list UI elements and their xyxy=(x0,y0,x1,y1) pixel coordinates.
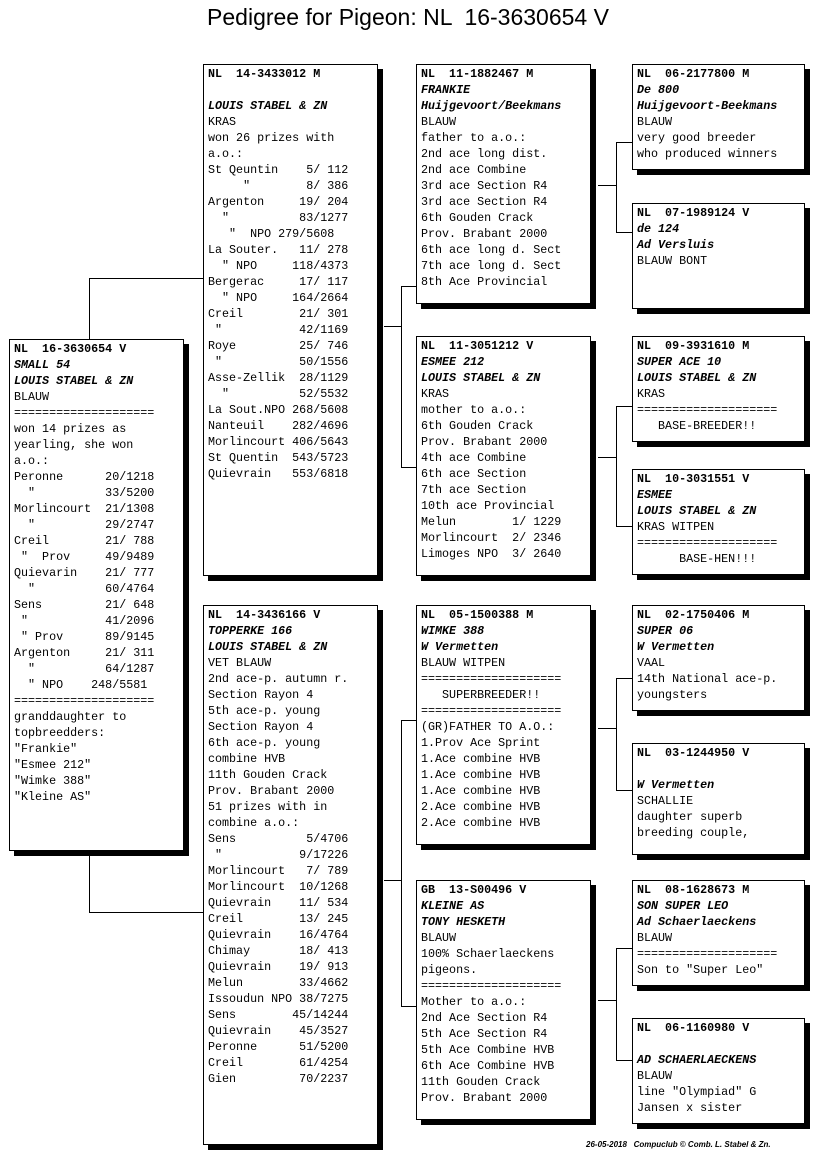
pedigree-line: 1.Ace combine HVB xyxy=(421,784,541,798)
ring-number: NL 16-3630654 V xyxy=(14,342,127,356)
pedigree-line: Asse-Zellik 28/1129 xyxy=(208,371,349,385)
connector xyxy=(616,232,633,233)
connector xyxy=(616,142,617,232)
pedigree-line: 2nd ace long dist. xyxy=(421,147,548,161)
pedigree-line: Creil 21/ 788 xyxy=(14,534,155,548)
pedigree-line: LOUIS STABEL & ZN xyxy=(208,99,328,113)
pedigree-line: 5th ace-p. young xyxy=(208,704,321,718)
pedigree-line: " NPO 248/5581 xyxy=(14,678,148,692)
pedigree-line: who produced winners xyxy=(637,147,778,161)
pedigree-line: 1.Prov Ace Sprint xyxy=(421,736,541,750)
pedigree-line: BLAUW xyxy=(421,115,457,129)
pigeon-card-dam-dam xyxy=(416,880,591,1120)
pedigree-line: 2nd ace-p. autumn r. xyxy=(208,672,349,686)
pedigree-line: Ad Schaerlaeckens xyxy=(637,915,757,929)
pedigree-line: "Wimke 388" xyxy=(14,774,92,788)
pedigree-line: " 9/17226 xyxy=(208,848,349,862)
pedigree-line: La Sout.NPO 268/5608 xyxy=(208,403,349,417)
connector xyxy=(401,1006,417,1007)
pedigree-line: daughter superb xyxy=(637,810,743,824)
pedigree-line: ESMEE 212 xyxy=(421,355,485,369)
pedigree-line: 2nd ace Combine xyxy=(421,163,527,177)
pedigree-line: " 64/1287 xyxy=(14,662,155,676)
pedigree-line: de 124 xyxy=(637,222,680,236)
pedigree-line: Peronne 51/5200 xyxy=(208,1040,349,1054)
pigeon-card-ddd xyxy=(632,1018,805,1124)
pedigree-line: AD SCHAERLAECKENS xyxy=(637,1053,757,1067)
pedigree-line: Prov. Brabant 2000 xyxy=(208,784,335,798)
pedigree-line: Son to "Super Leo" xyxy=(637,963,764,977)
pedigree-line: Limoges NPO 3/ 2640 xyxy=(421,547,562,561)
page-title: Pedigree for Pigeon: NL 16-3630654 V xyxy=(207,4,609,30)
pedigree-line: Prov. Brabant 2000 xyxy=(421,1091,548,1105)
connector xyxy=(401,720,417,721)
pedigree-line: Argenton 19/ 204 xyxy=(208,195,349,209)
pedigree-line: Sens 21/ 648 xyxy=(14,598,155,612)
ring-number: GB 13-S00496 V xyxy=(421,883,527,897)
pedigree-line: combine a.o.: xyxy=(208,816,300,830)
pigeon-card-dsd xyxy=(632,743,805,855)
connector xyxy=(616,948,633,949)
pedigree-line: ==================== xyxy=(421,672,562,686)
pedigree-line: TOPPERKE 166 xyxy=(208,624,293,638)
pigeon-card-dam xyxy=(203,605,378,1145)
pedigree-line: " Prov 89/9145 xyxy=(14,630,155,644)
pedigree-line: 2.Ace combine HVB xyxy=(421,816,541,830)
pedigree-line: Argenton 21/ 311 xyxy=(14,646,155,660)
pedigree-line: VAAL xyxy=(637,656,666,670)
pedigree-line: W Vermetten xyxy=(421,640,499,654)
pedigree-line: Creil 21/ 301 xyxy=(208,307,349,321)
pedigree-line: 11th Gouden Crack xyxy=(208,768,328,782)
ring-number: NL 14-3436166 V xyxy=(208,608,321,622)
pedigree-line: BLAUW xyxy=(637,931,673,945)
ring-number: NL 14-3433012 M xyxy=(208,67,321,81)
pedigree-line: VET BLAUW xyxy=(208,656,272,670)
pedigree-line: " NPO 164/2664 xyxy=(208,291,349,305)
pedigree-line: 4th ace Combine xyxy=(421,451,527,465)
pedigree-line: St Qeuntin 5/ 112 xyxy=(208,163,349,177)
connector xyxy=(616,406,617,526)
pedigree-line: 6th ace-p. young xyxy=(208,736,321,750)
pedigree-line: Morlincourt 406/5643 xyxy=(208,435,349,449)
pedigree-line xyxy=(637,1036,800,1052)
pedigree-line: KRAS xyxy=(421,387,450,401)
pedigree-line: Quievarin 21/ 777 xyxy=(14,566,155,580)
ring-number: NL 10-3031551 V xyxy=(637,472,750,486)
connector xyxy=(401,467,417,468)
pedigree-line: " 50/1556 xyxy=(208,355,349,369)
pedigree-line: BLAUW BONT xyxy=(637,254,708,268)
connector xyxy=(598,457,616,458)
pigeon-card-sire-sire xyxy=(416,64,591,304)
pedigree-line: W Vermetten xyxy=(637,778,715,792)
pigeon-card-sds xyxy=(632,336,805,442)
pedigree-line: Creil 61/4254 xyxy=(208,1056,349,1070)
pigeon-card-ssd xyxy=(632,203,805,309)
pedigree-line: Morlincourt 7/ 789 xyxy=(208,864,349,878)
pedigree-line: a.o.: xyxy=(14,454,50,468)
connector xyxy=(89,912,204,913)
pedigree-line: Sens 5/4706 xyxy=(208,832,349,846)
pedigree-line: youngsters xyxy=(637,688,708,702)
pedigree-line: SUPER 06 xyxy=(637,624,694,638)
pedigree-line: BLAUW xyxy=(637,1069,673,1083)
pedigree-line: 11th Gouden Crack xyxy=(421,1075,541,1089)
pedigree-line: Morlincourt 2/ 2346 xyxy=(421,531,562,545)
pedigree-line: ==================== xyxy=(14,694,155,708)
pedigree-line: Mother to a.o.: xyxy=(421,995,527,1009)
connector xyxy=(616,678,633,679)
pedigree-line: 3rd ace Section R4 xyxy=(421,195,548,209)
ring-number: NL 11-3051212 V xyxy=(421,339,534,353)
pedigree-line: 14th National ace-p. xyxy=(637,672,778,686)
ring-number: NL 03-1244950 V xyxy=(637,746,750,760)
pedigree-line: Melun 1/ 1229 xyxy=(421,515,562,529)
connector xyxy=(616,790,633,791)
connector xyxy=(616,526,633,527)
pedigree-line: Section Rayon 4 xyxy=(208,688,314,702)
pedigree-line: La Souter. 11/ 278 xyxy=(208,243,349,257)
pigeon-card-sss xyxy=(632,64,805,170)
ring-number: NL 05-1500388 M xyxy=(421,608,534,622)
pedigree-line: WIMKE 388 xyxy=(421,624,485,638)
pedigree-line: 6th Gouden Crack xyxy=(421,419,534,433)
pedigree-line: line "Olympiad" G xyxy=(637,1085,757,1099)
pedigree-line xyxy=(208,82,373,98)
pigeon-card-dam-sire xyxy=(416,605,591,845)
pedigree-line: won 14 prizes as xyxy=(14,422,127,436)
pedigree-line: " 8/ 386 xyxy=(208,179,349,193)
pedigree-line: 7th ace long d. Sect xyxy=(421,259,562,273)
pedigree-line: 5th Ace Section R4 xyxy=(421,1027,548,1041)
pedigree-line: ==================== xyxy=(421,979,562,993)
connector xyxy=(384,880,401,881)
pedigree-line: Roye 25/ 746 xyxy=(208,339,349,353)
pedigree-line: Prov. Brabant 2000 xyxy=(421,227,548,241)
pedigree-line: ==================== xyxy=(14,406,155,420)
pedigree-line: mother to a.o.: xyxy=(421,403,527,417)
pedigree-line: W Vermetten xyxy=(637,640,715,654)
pedigree-line: BLAUW xyxy=(14,390,50,404)
pedigree-line: SMALL 54 xyxy=(14,358,71,372)
pigeon-card-dds xyxy=(632,880,805,986)
pedigree-line: 2.Ace combine HVB xyxy=(421,800,541,814)
ring-number: NL 06-2177800 M xyxy=(637,67,750,81)
pedigree-line: 10th ace Provincial xyxy=(421,499,555,513)
pedigree-line: BLAUW xyxy=(421,931,457,945)
pedigree-line: won 26 prizes with xyxy=(208,131,335,145)
pedigree-line: TONY HESKETH xyxy=(421,915,506,929)
pedigree-line: KLEINE AS xyxy=(421,899,485,913)
pedigree-line: Peronne 20/1218 xyxy=(14,470,155,484)
pedigree-line: combine HVB xyxy=(208,752,286,766)
pedigree-line: Gien 70/2237 xyxy=(208,1072,349,1086)
pedigree-line: ==================== xyxy=(637,536,778,550)
connector xyxy=(616,406,633,407)
pedigree-line: 1.Ace combine HVB xyxy=(421,752,541,766)
pedigree-line: " NPO 279/5608 xyxy=(208,227,335,241)
pedigree-line: LOUIS STABEL & ZN xyxy=(637,504,757,518)
pedigree-line: ==================== xyxy=(637,947,778,961)
connector xyxy=(384,326,401,327)
pedigree-line: 5th Ace Combine HVB xyxy=(421,1043,555,1057)
pedigree-line: Quievrain 19/ 913 xyxy=(208,960,349,974)
pedigree-line: Bergerac 17/ 117 xyxy=(208,275,349,289)
pedigree-line: " 60/4764 xyxy=(14,582,155,596)
pedigree-line: Jansen x sister xyxy=(637,1101,743,1115)
ring-number: NL 09-3931610 M xyxy=(637,339,750,353)
pedigree-line: KRAS WITPEN xyxy=(637,520,715,534)
pedigree-line: " 33/5200 xyxy=(14,486,155,500)
connector xyxy=(616,142,633,143)
pedigree-line: 51 prizes with in xyxy=(208,800,328,814)
pedigree-line: 2nd Ace Section R4 xyxy=(421,1011,548,1025)
pedigree-line: Section Rayon 4 xyxy=(208,720,314,734)
connector xyxy=(598,185,616,186)
pedigree-line: ESMEE xyxy=(637,488,673,502)
connector xyxy=(616,948,617,1060)
pedigree-line: De 800 xyxy=(637,83,680,97)
pedigree-line: 6th ace Section xyxy=(421,467,527,481)
pedigree-line: 6th Gouden Crack xyxy=(421,211,534,225)
pedigree-line: " NPO 118/4373 xyxy=(208,259,349,273)
pedigree-line: LOUIS STABEL & ZN xyxy=(208,640,328,654)
pedigree-line: Quievrain 16/4764 xyxy=(208,928,349,942)
pedigree-line: LOUIS STABEL & ZN xyxy=(421,371,541,385)
pedigree-line: 100% Schaerlaeckens xyxy=(421,947,555,961)
pedigree-line: 3rd ace Section R4 xyxy=(421,179,548,193)
pedigree-line: 8th Ace Provincial xyxy=(421,275,548,289)
pedigree-line: 6th ace long d. Sect xyxy=(421,243,562,257)
pedigree-line: ==================== xyxy=(637,403,778,417)
pigeon-card-sire-dam xyxy=(416,336,591,576)
pigeon-card-subject xyxy=(9,339,184,851)
pedigree-line: Prov. Brabant 2000 xyxy=(421,435,548,449)
connector xyxy=(89,278,90,340)
pedigree-line: BLAUW WITPEN xyxy=(421,656,506,670)
pedigree-line: St Quentin 543/5723 xyxy=(208,451,349,465)
pedigree-line: topbreedders: xyxy=(14,726,106,740)
pedigree-line xyxy=(637,761,800,777)
pedigree-line: 1.Ace combine HVB xyxy=(421,768,541,782)
connector xyxy=(89,856,90,912)
pedigree-line: " 52/5532 xyxy=(208,387,349,401)
pedigree-line: BLAUW xyxy=(637,115,673,129)
pedigree-line: " 29/2747 xyxy=(14,518,155,532)
pedigree-line: SUPERBREEDER!! xyxy=(421,688,541,702)
pedigree-line: Huijgevoort/Beekmans xyxy=(421,99,562,113)
pedigree-line: SCHALLIE xyxy=(637,794,694,808)
ring-number: NL 11-1882467 M xyxy=(421,67,534,81)
pigeon-card-sire xyxy=(203,64,378,576)
pedigree-line: yearling, she won xyxy=(14,438,134,452)
pedigree-line: LOUIS STABEL & ZN xyxy=(637,371,757,385)
pedigree-line: breeding couple, xyxy=(637,826,750,840)
connector xyxy=(598,1000,616,1001)
pedigree-line: 7th ace Section xyxy=(421,483,527,497)
pedigree-line: Ad Versluis xyxy=(637,238,715,252)
pedigree-line: Melun 33/4662 xyxy=(208,976,349,990)
ring-number: NL 06-1160980 V xyxy=(637,1021,750,1035)
connector xyxy=(401,720,402,1006)
pedigree-line: a.o.: xyxy=(208,147,244,161)
pedigree-line: Nanteuil 282/4696 xyxy=(208,419,349,433)
pedigree-line: BASE-HEN!!! xyxy=(637,552,757,566)
pedigree-line: " Prov 49/9489 xyxy=(14,550,155,564)
pedigree-line: LOUIS STABEL & ZN xyxy=(14,374,134,388)
connector xyxy=(401,286,402,467)
pedigree-line: Chimay 18/ 413 xyxy=(208,944,349,958)
pedigree-line: (GR)FATHER TO A.O.: xyxy=(421,720,555,734)
pedigree-line: granddaughter to xyxy=(14,710,127,724)
pedigree-line: 6th Ace Combine HVB xyxy=(421,1059,555,1073)
pedigree-line: "Frankie" xyxy=(14,742,78,756)
connector xyxy=(616,678,617,790)
connector xyxy=(89,278,204,279)
pedigree-line: Morlincourt 10/1268 xyxy=(208,880,349,894)
pedigree-line: FRANKIE xyxy=(421,83,471,97)
ring-number: NL 07-1989124 V xyxy=(637,206,750,220)
pedigree-line: Morlincourt 21/1308 xyxy=(14,502,155,516)
pedigree-line: Quievrain 11/ 534 xyxy=(208,896,349,910)
pedigree-line: pigeons. xyxy=(421,963,478,977)
footer-credit: 26-05-2018 Compuclub © Comb. L. Stabel & Zn. xyxy=(586,1140,771,1149)
pedigree-line: Issoudun NPO 38/7275 xyxy=(208,992,349,1006)
pedigree-line: KRAS xyxy=(208,115,237,129)
pedigree-line: "Esmee 212" xyxy=(14,758,92,772)
connector xyxy=(616,1060,633,1061)
pedigree-line: very good breeder xyxy=(637,131,757,145)
connector xyxy=(401,286,417,287)
pedigree-line: Quievrain 553/6818 xyxy=(208,467,349,481)
pedigree-line: Quievrain 45/3527 xyxy=(208,1024,349,1038)
pedigree-line: SON SUPER LEO xyxy=(637,899,729,913)
pedigree-line: " 83/1277 xyxy=(208,211,349,225)
pedigree-line: " 42/1169 xyxy=(208,323,349,337)
pedigree-line: ==================== xyxy=(421,704,562,718)
pedigree-line: " 41/2096 xyxy=(14,614,155,628)
pedigree-line: Sens 45/14244 xyxy=(208,1008,349,1022)
pigeon-card-sdd xyxy=(632,469,805,575)
pedigree-line: BASE-BREEDER!! xyxy=(637,419,757,433)
pedigree-line: Creil 13/ 245 xyxy=(208,912,349,926)
pedigree-line: Huijgevoort-Beekmans xyxy=(637,99,778,113)
ring-number: NL 08-1628673 M xyxy=(637,883,750,897)
ring-number: NL 02-1750406 M xyxy=(637,608,750,622)
pigeon-card-dss xyxy=(632,605,805,711)
pedigree-line: father to a.o.: xyxy=(421,131,527,145)
pedigree-line: SUPER ACE 10 xyxy=(637,355,722,369)
pedigree-line: "Kleine AS" xyxy=(14,790,92,804)
connector xyxy=(598,728,616,729)
pedigree-line: KRAS xyxy=(637,387,666,401)
